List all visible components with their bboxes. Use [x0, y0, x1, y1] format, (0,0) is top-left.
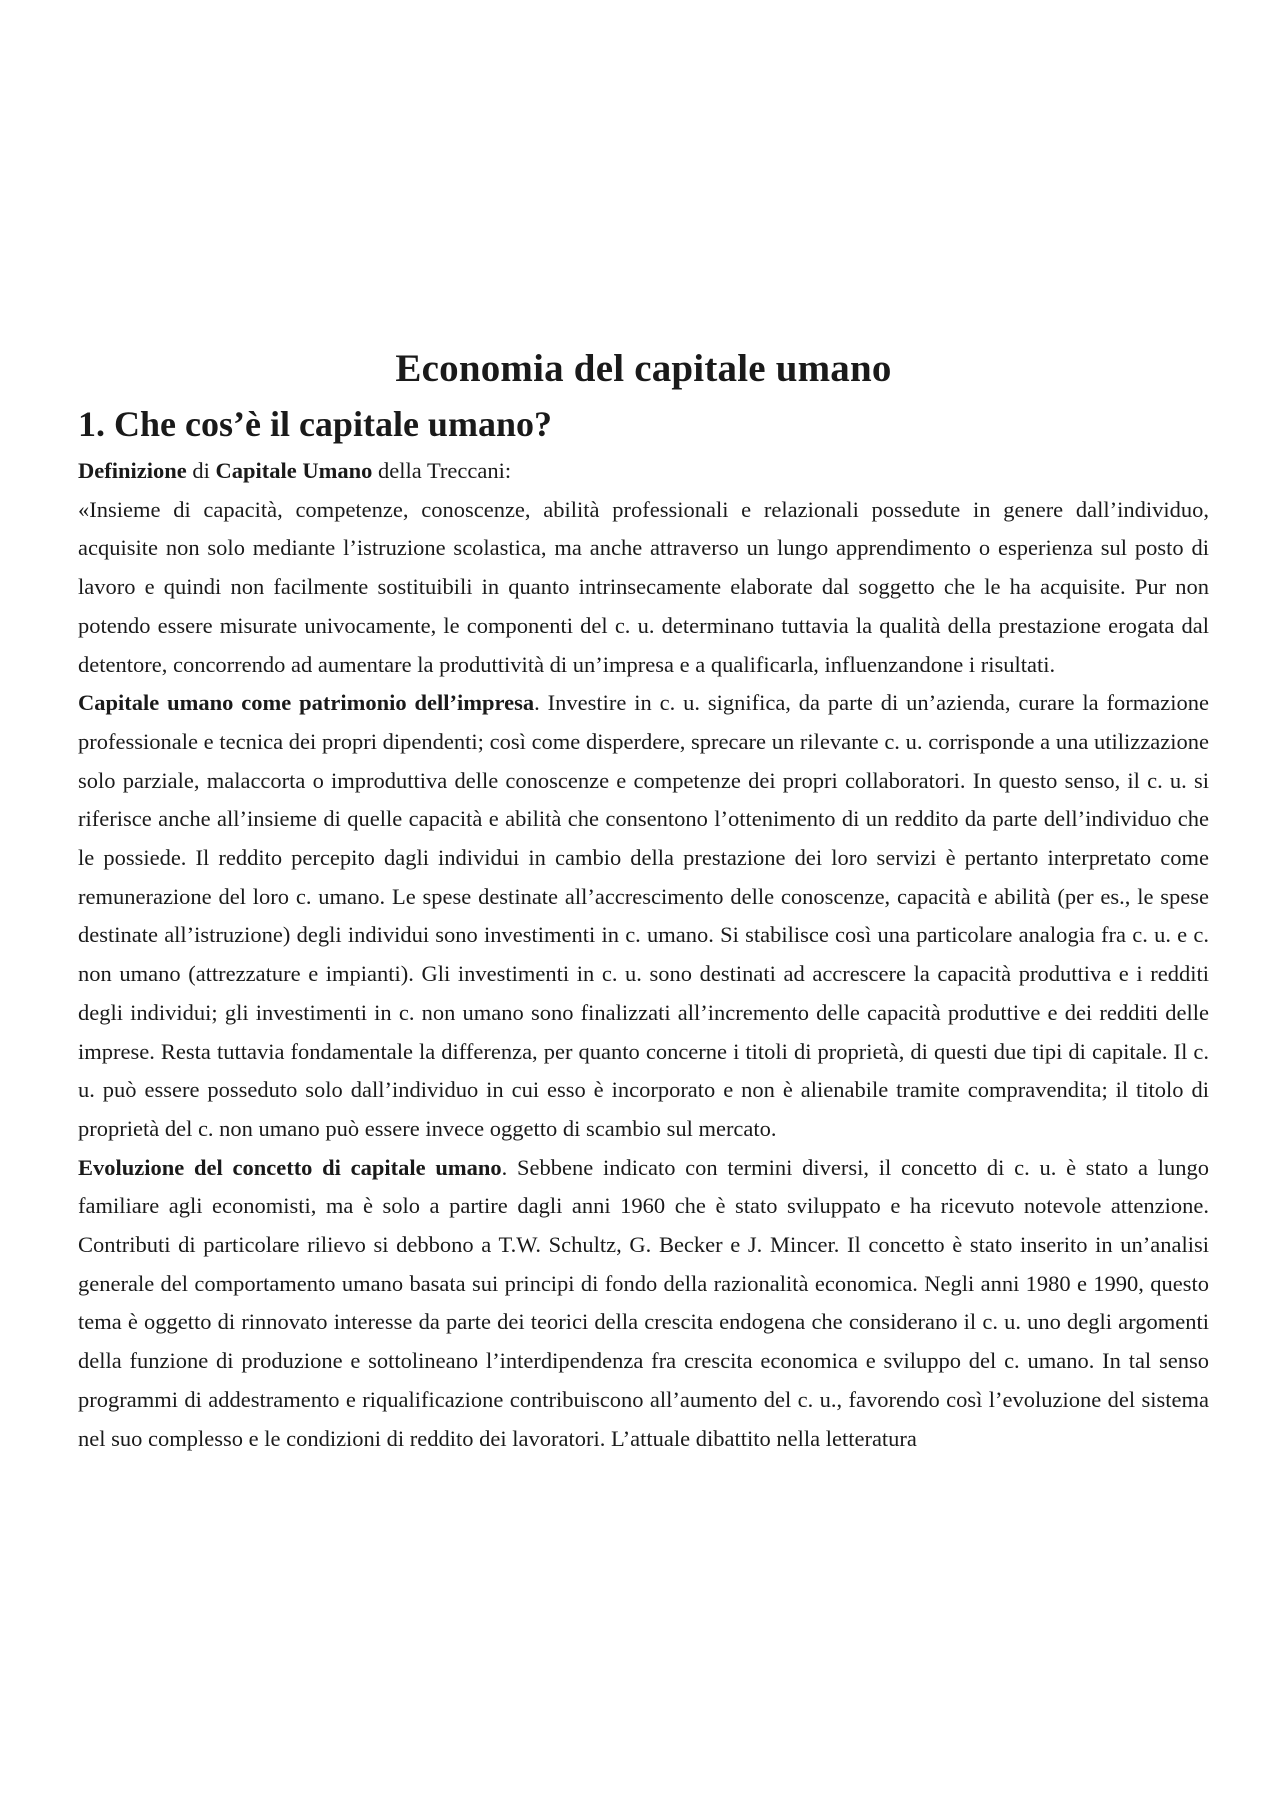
evoluzione-lead: Evoluzione del concetto di capitale umano [78, 1154, 502, 1180]
patrimonio-paragraph [78, 684, 1209, 1148]
evoluzione-paragraph [78, 1149, 1209, 1459]
definition-connector: di [186, 458, 216, 483]
document-page [78, 340, 1209, 1458]
definition-line [78, 452, 1209, 491]
definition-source: della Treccani: [372, 458, 512, 483]
evoluzione-text: . Sebbene indicato con termini diversi, il concetto di c. u. è stato a lungo familiare agli economisti, ma è solo a partire dagli anni 1960 che è stato sviluppato e ha ricevuto notevole attenzione. Contributi di particolare rilievo si debbono a T.W. Schultz, G. Becker e J. Mincer. Il concetto è stato inserito in un’analisi generale del comportamento umano basata sui principi di fondo della razionalità economica. Negli anni 1980 e 1990, questo tema è oggetto di rinnovato interesse da parte dei teorici della crescita endogena che considerano il c. u. uno degli argomenti della funzione di produzione e sottolineano l’interdipendenza fra crescita economica e sviluppo del c. umano. In tal senso programmi di addestramento e riqualificazione contribuiscono all’aumento del c. u., favorendo così l’evoluzione del sistema nel suo complesso e le condizioni di reddito dei lavoratori. L’attuale dibattito nella letteratura [78, 1154, 1209, 1451]
quote-paragraph: «Insieme di capacità, competenze, conoscenze, abilità professionali e relazionali possedute in genere dall’individuo, acquisite non solo mediante l’istruzione scolastica, ma anche attraverso un lungo apprendimento o esperienza sul posto di lavoro e quindi non facilmente sostituibili in quanto intrinsecamente elaborate dal soggetto che le ha acquisite. Pur non potendo essere misurate univocamente, le componenti del c. u. determinano tuttavia la qualità della prestazione erogata dal detentore, concorrendo ad aumentare la produttività di un’impresa e a qualificarla, influenzandone i risultati. [78, 496, 1209, 677]
patrimonio-lead: Capitale umano come patrimonio dell’impresa [78, 690, 535, 716]
section-heading: 1. Che cos’è il capitale umano? [78, 404, 552, 444]
definition-label: Definizione [78, 458, 187, 483]
document-title: Economia del capitale umano [395, 347, 892, 390]
patrimonio-text: . Investire in c. u. significa, da parte di un’azienda, curare la formazione professionale e tecnica dei propri dipendenti; così come disperdere, sprecare un rilevante c. u. corrisponde a una utilizzazione solo parziale, malaccorta o improduttiva delle conoscenze e competenze dei propri collaboratori. In questo senso, il c. u. si riferisce anche all’insieme di quelle capacità e abilità che consentono l’ottenimento di un reddito da parte dell’individuo che le possiede. Il reddito percepito dagli individui in cambio della prestazione dei loro servizi è pertanto interpretato come remunerazione del loro c. umano. Le spese destinate all’accrescimento delle conoscenze, capacità e abilità (per es., le spese destinate all’istruzione) degli individui sono investimenti in c. umano. Si stabilisce così una particolare analogia fra c. u. e c. non umano (attrezzature e impianti). Gli investimenti in c. u. sono destinati ad accrescere la capacità produttiva e i redditi degli individui; gli investimenti in c. non umano sono finalizzati all’incremento delle capacità produttive e dei redditi delle imprese. Resta tuttavia fondamentale la differenza, per quanto concerne i titoli di proprietà, di questi due tipi di capitale. Il c. u. può essere posseduto solo dall’individuo in cui esso è incorporato e non è alienabile tramite compravendita; il titolo di proprietà del c. non umano può essere invece oggetto di scambio sul mercato. [78, 690, 1209, 1141]
definition-term: Capitale Umano [215, 458, 373, 483]
